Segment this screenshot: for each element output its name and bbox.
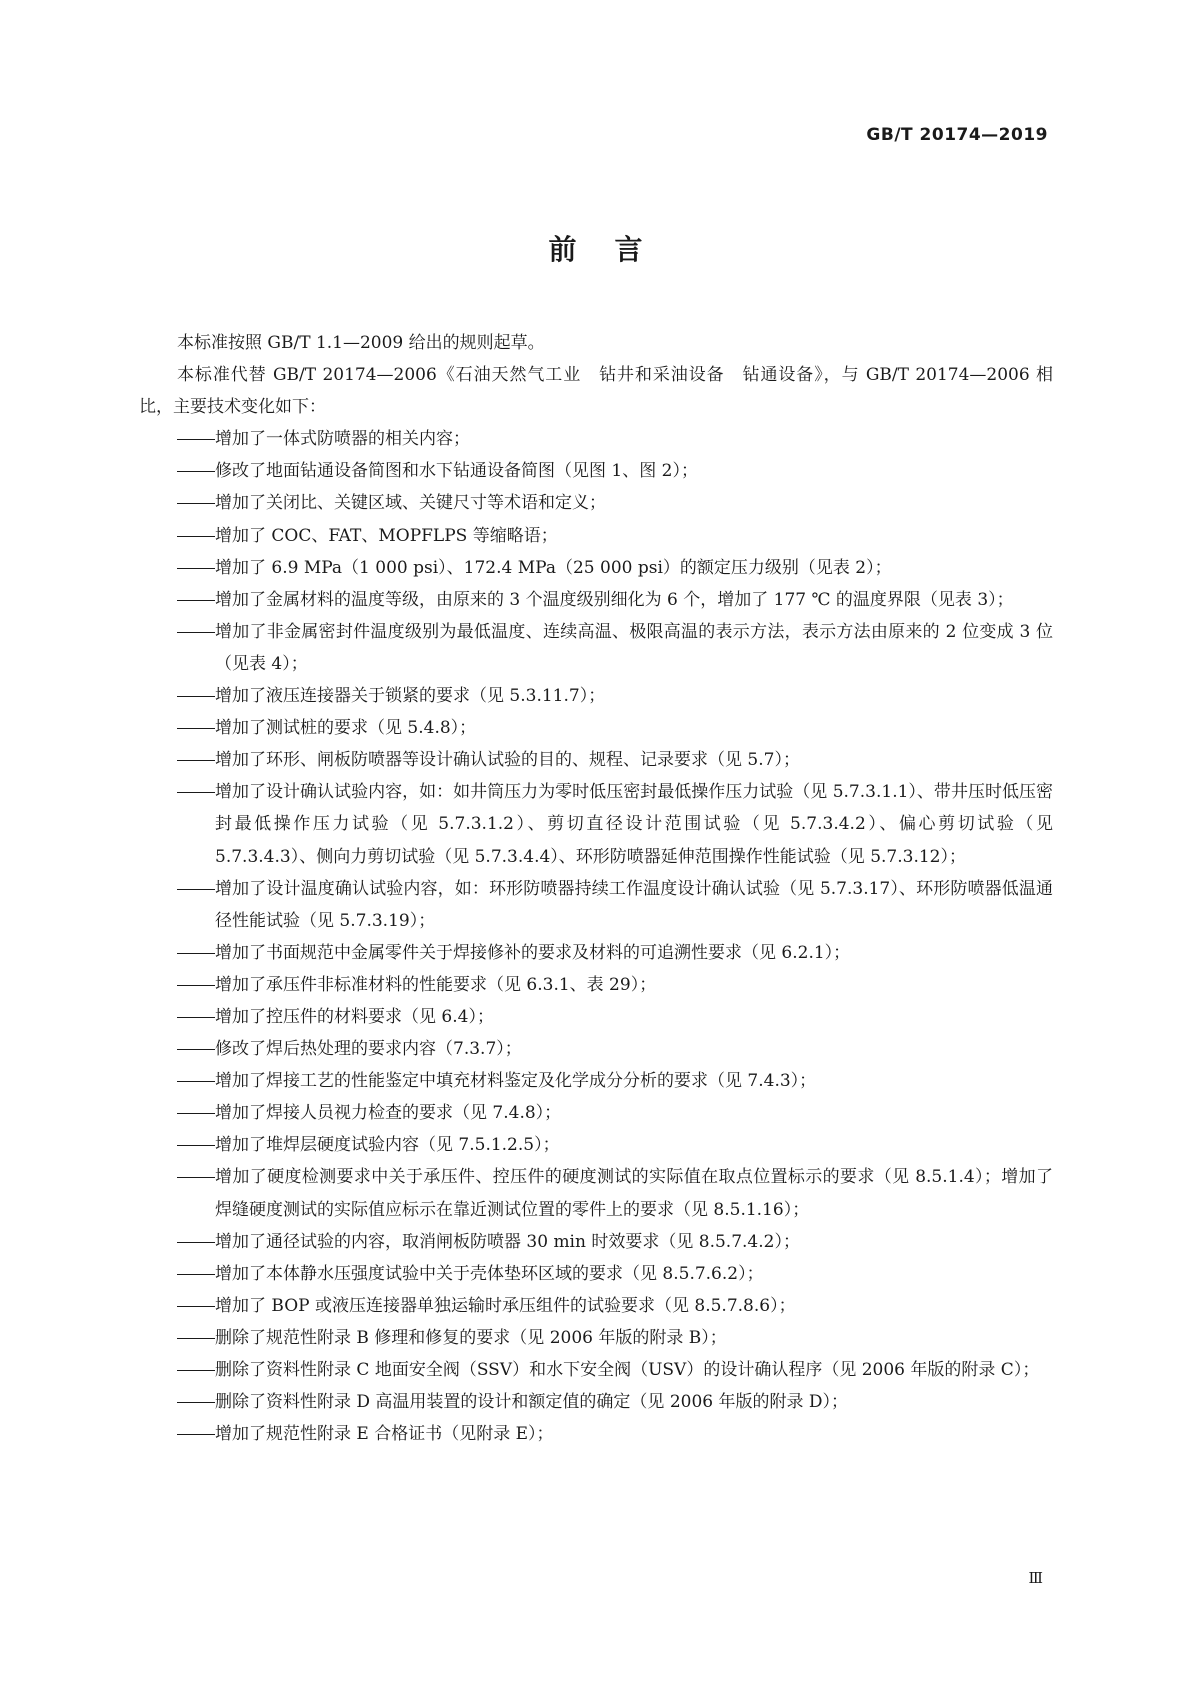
change-item	[139, 1418, 1053, 1450]
change-text: 删除了资料性附录 D 高温用装置的设计和额定值的确定（见 2006 年版的附录 D）；	[215, 1392, 849, 1413]
change-text: 增加了设计温度确认试验内容，如：环形防喷器持续工作温度设计确认试验（见 5.7.3.17）、环形防喷器低温通径性能试验（见 5.7.3.19）；	[215, 878, 1053, 931]
change-item	[139, 487, 1053, 519]
changes-list	[139, 423, 1053, 1450]
change-text: 增加了环形、闸板防喷器等设计确认试验的目的、规程、记录要求（见 5.7）；	[215, 750, 800, 771]
change-item	[139, 616, 1053, 680]
change-item	[139, 520, 1053, 552]
dash-marker	[177, 1113, 215, 1114]
change-text: 增加了液压连接器关于锁紧的要求（见 5.3.11.7）；	[215, 686, 606, 707]
dash-marker	[177, 503, 215, 504]
change-item	[139, 744, 1053, 776]
change-item	[139, 1290, 1053, 1322]
change-text: 增加了焊接人员视力检查的要求（见 7.4.8）；	[215, 1103, 562, 1124]
dash-marker	[177, 1081, 215, 1082]
change-item	[139, 1161, 1053, 1225]
dash-marker	[177, 1145, 215, 1146]
dash-marker	[177, 1274, 215, 1275]
change-text: 修改了焊后热处理的要求内容（7.3.7）；	[215, 1039, 522, 1060]
page-title: 前言	[548, 233, 681, 266]
change-text: 增加了设计确认试验内容，如：如井筒压力为零时低压密封最低操作压力试验（见 5.7.3.1.1）、带井压时低压密封最低操作压力试验（见 5.7.3.1.2）、剪切直径设计范围试验（见 5.7.3.4.2）、偏心剪切试验（见 5.7.3.4.3）、侧向力剪切试验（见 5.7.3.4.4）、环形防喷器延伸范围操作性能试验（见 5.7.3.12）；	[215, 782, 1053, 867]
change-text: 增加了 COC、FAT、MOPFLPS 等缩略语；	[215, 525, 558, 546]
dash-marker	[177, 600, 215, 601]
dash-marker	[177, 632, 215, 633]
change-text: 增加了硬度检测要求中关于承压件、控压件的硬度测试的实际值在取点位置标示的要求（见 8.5.1.4）；增加了焊缝硬度测试的实际值应标示在靠近测试位置的零件上的要求（见 8.5.1.16）；	[215, 1167, 1053, 1220]
change-item	[139, 1097, 1053, 1129]
change-text: 删除了资料性附录 C 地面安全阀（SSV）和水下安全阀（USV）的设计确认程序（见 2006 年版的附录 C）；	[215, 1360, 1040, 1380]
change-text: 增加了通径试验的内容，取消闸板防喷器 30 min 时效要求（见 8.5.7.4.2）；	[215, 1231, 800, 1252]
dash-marker	[177, 889, 215, 890]
dash-marker	[177, 1402, 215, 1403]
change-text: 增加了堆焊层硬度试验内容（见 7.5.1.2.5）；	[215, 1135, 560, 1156]
change-item	[139, 1001, 1053, 1033]
change-text: 增加了非金属密封件温度级别为最低温度、连续高温、极限高温的表示方法，表示方法由原来的 2 位变成 3 位（见表 4）；	[215, 621, 1053, 674]
change-text: 增加了控压件的材料要求（见 6.4）；	[215, 1006, 494, 1027]
dash-marker	[177, 1306, 215, 1307]
dash-marker	[177, 1434, 215, 1435]
dash-marker	[177, 760, 215, 761]
change-text: 增加了关闭比、关键区域、关键尺寸等术语和定义；	[215, 493, 606, 514]
change-text: 删除了规范性附录 B 修理和修复的要求（见 2006 年版的附录 B）；	[215, 1327, 727, 1348]
change-item	[139, 584, 1053, 616]
dash-marker	[177, 1242, 215, 1243]
dash-marker	[177, 792, 215, 793]
change-item	[139, 1226, 1053, 1258]
change-text: 增加了规范性附录 E 合格证书（见附录 E）；	[215, 1424, 554, 1445]
change-item	[139, 1322, 1053, 1354]
dash-marker	[177, 471, 215, 472]
dash-marker	[177, 985, 215, 986]
intro-paragraph-2: 本标准代替 GB/T 20174—2006《石油天然气工业 钻井和采油设备 钻通设备》，与 GB/T 20174—2006 相比，主要技术变化如下：	[139, 365, 1053, 418]
change-text: 增加了焊接工艺的性能鉴定中填充材料鉴定及化学成分分析的要求（见 7.4.3）；	[215, 1071, 817, 1092]
dash-marker	[177, 1338, 215, 1339]
change-item	[139, 552, 1053, 584]
change-text: 增加了书面规范中金属零件关于焊接修补的要求及材料的可追溯性要求（见 6.2.1）；	[215, 942, 851, 963]
change-text: 增加了 6.9 MPa（1 000 psi）、172.4 MPa（25 000 psi）的额定压力级别（见表 2）；	[215, 557, 892, 578]
dash-marker	[177, 439, 215, 440]
change-text: 增加了 BOP 或液压连接器单独运输时承压组件的试验要求（见 8.5.7.8.6）；	[215, 1295, 796, 1316]
dash-marker	[177, 1049, 215, 1050]
change-text: 增加了测试桩的要求（见 5.4.8）；	[215, 718, 477, 739]
change-item	[139, 937, 1053, 969]
change-item	[139, 680, 1053, 712]
dash-marker	[177, 1017, 215, 1018]
change-item	[139, 1354, 1053, 1386]
change-item	[139, 969, 1053, 1001]
change-item	[139, 1033, 1053, 1065]
dash-marker	[177, 728, 215, 729]
dash-marker	[177, 568, 215, 569]
change-text: 增加了承压件非标准材料的性能要求（见 6.3.1、表 29）；	[215, 974, 657, 995]
change-item	[139, 776, 1053, 872]
change-text: 增加了本体静水压强度试验中关于壳体垫环区域的要求（见 8.5.7.6.2）；	[215, 1263, 764, 1284]
standard-code: GB/T 20174—2019	[866, 125, 1048, 145]
document-body	[139, 327, 1053, 1450]
page-number: Ⅲ	[1028, 1569, 1043, 1587]
dash-marker	[177, 953, 215, 954]
change-item	[139, 873, 1053, 937]
intro-paragraph-1: 本标准按照 GB/T 1.1—2009 给出的规则起草。	[177, 333, 545, 353]
change-text: 增加了一体式防喷器的相关内容；	[215, 429, 470, 450]
change-text: 修改了地面钻通设备简图和水下钻通设备简图（见图 1、图 2）；	[215, 461, 698, 482]
change-item	[139, 1129, 1053, 1161]
dash-marker	[177, 1177, 215, 1178]
change-text: 增加了金属材料的温度等级，由原来的 3 个温度级别细化为 6 个，增加了 177 ℃ 的温度界限（见表 3）；	[215, 589, 1014, 610]
change-item	[139, 455, 1053, 487]
change-item	[139, 1065, 1053, 1097]
change-item	[139, 712, 1053, 744]
dash-marker	[177, 696, 215, 697]
dash-marker	[177, 1370, 215, 1371]
change-item	[139, 1258, 1053, 1290]
dash-marker	[177, 536, 215, 537]
change-item	[139, 423, 1053, 455]
change-item	[139, 1386, 1053, 1418]
